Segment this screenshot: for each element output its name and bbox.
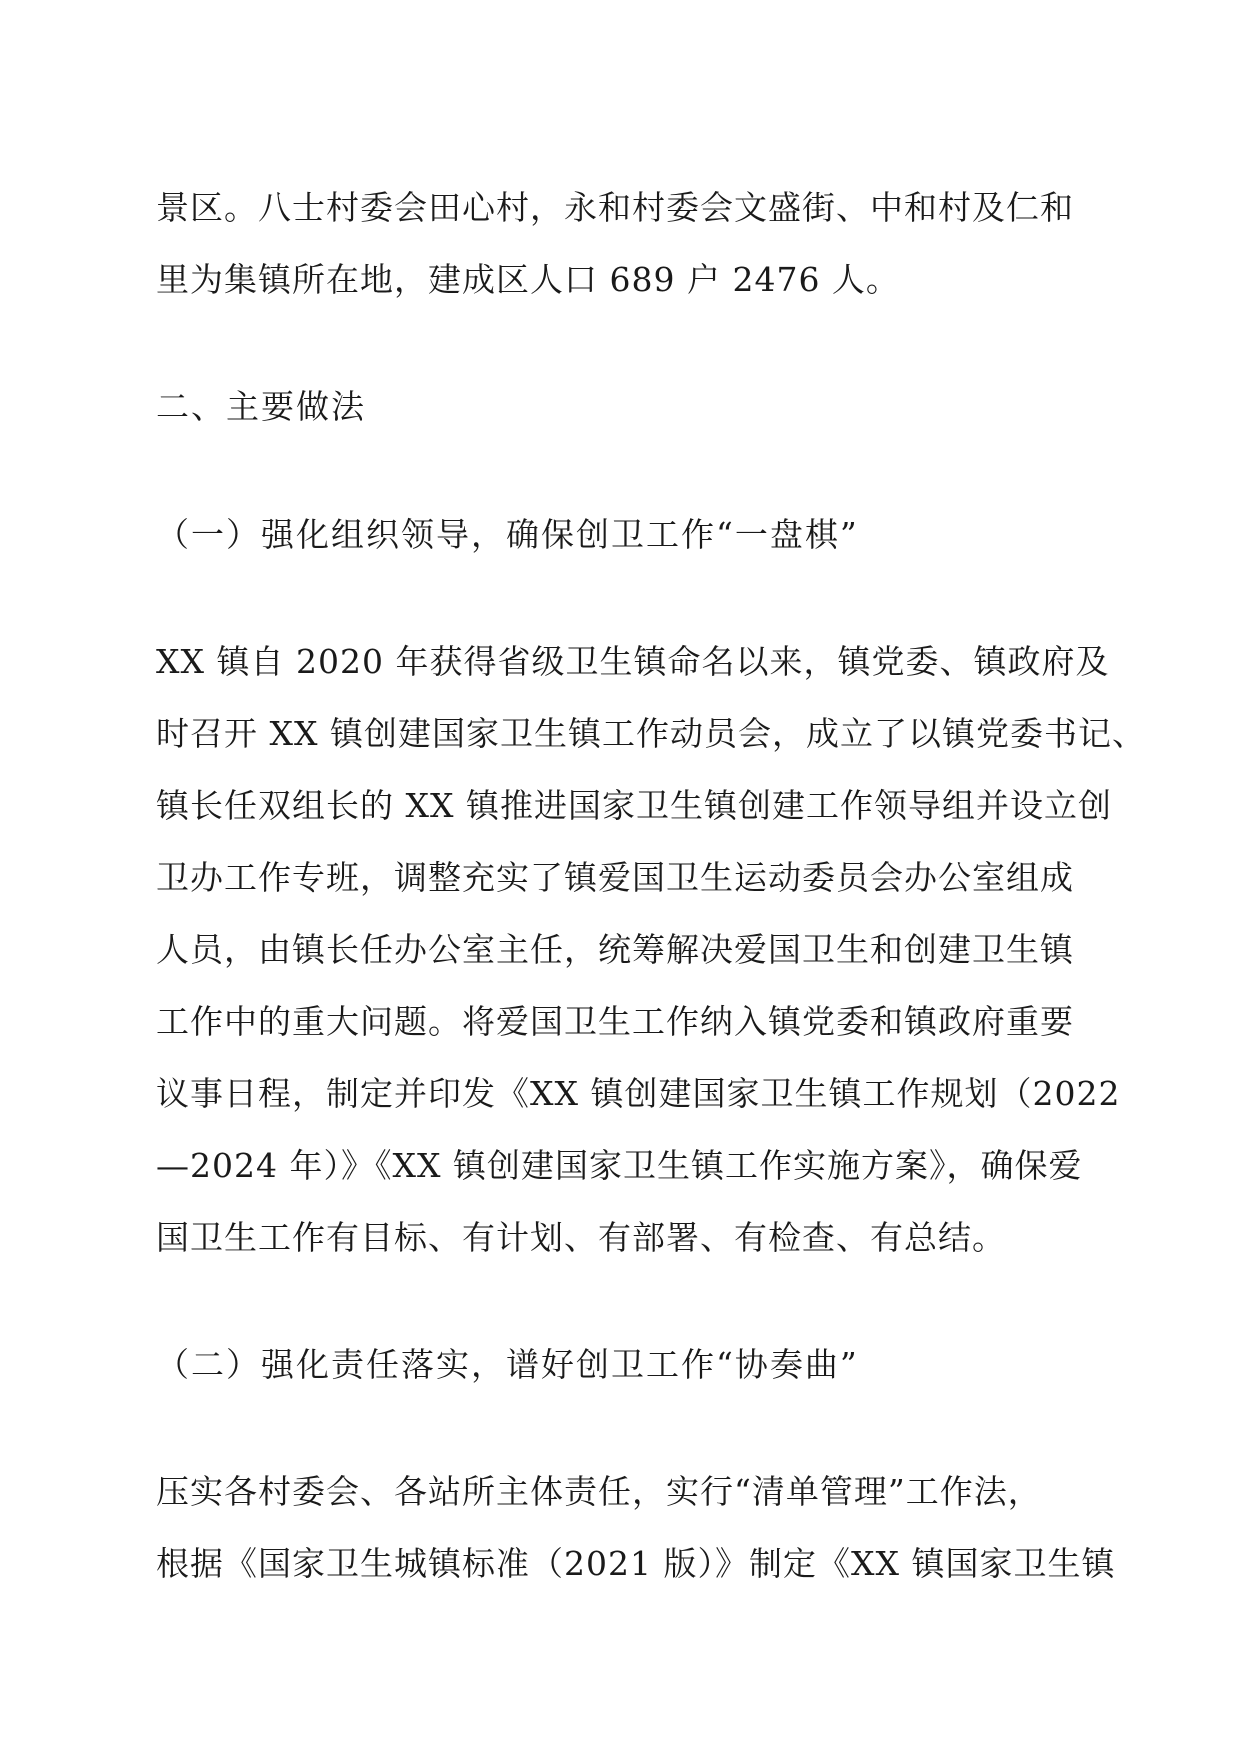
paragraph-2-line-8: —2024 年）》《XX 镇创建国家卫生镇工作实施方案》，确保爱: [156, 1146, 1083, 1185]
section-heading-main-practices: 二、主要做法: [156, 387, 366, 426]
paragraph-3-line-2: 根据《国家卫生城镇标准（2021 版）》制定《XX 镇国家卫生镇: [156, 1544, 1116, 1583]
paragraph-1-line-2: 里为集镇所在地，建成区人口 689 户 2476 人。: [156, 260, 900, 299]
paragraph-2-line-4: 卫办工作专班，调整充实了镇爱国卫生运动委员会办公室组成: [156, 858, 1074, 897]
paragraph-2-line-5: 人员，由镇长任办公室主任，统筹解决爱国卫生和创建卫生镇: [156, 930, 1074, 969]
paragraph-1-line-1: 景区。八士村委会田心村，永和村委会文盛街、中和村及仁和: [156, 188, 1074, 227]
subsection-heading-1: （一）强化组织领导，确保创卫工作“一盘棋”: [156, 515, 859, 554]
paragraph-3-line-1: 压实各村委会、各站所主体责任，实行“清单管理”工作法，: [156, 1472, 1042, 1511]
paragraph-2-line-9: 国卫生工作有目标、有计划、有部署、有检查、有总结。: [156, 1218, 1006, 1257]
paragraph-2-line-7: 议事日程，制定并印发《XX 镇创建国家卫生镇工作规划（2022: [156, 1074, 1121, 1113]
paragraph-2-line-3: 镇长任双组长的 XX 镇推进国家卫生镇创建工作领导组并设立创: [156, 786, 1112, 825]
paragraph-2-line-6: 工作中的重大问题。将爱国卫生工作纳入镇党委和镇政府重要: [156, 1002, 1074, 1041]
paragraph-2-line-1: XX 镇自 2020 年获得省级卫生镇命名以来，镇党委、镇政府及: [156, 642, 1110, 681]
paragraph-2-line-2: 时召开 XX 镇创建国家卫生镇工作动员会，成立了以镇党委书记、: [156, 714, 1146, 753]
subsection-heading-2: （二）强化责任落实，谱好创卫工作“协奏曲”: [156, 1345, 859, 1384]
